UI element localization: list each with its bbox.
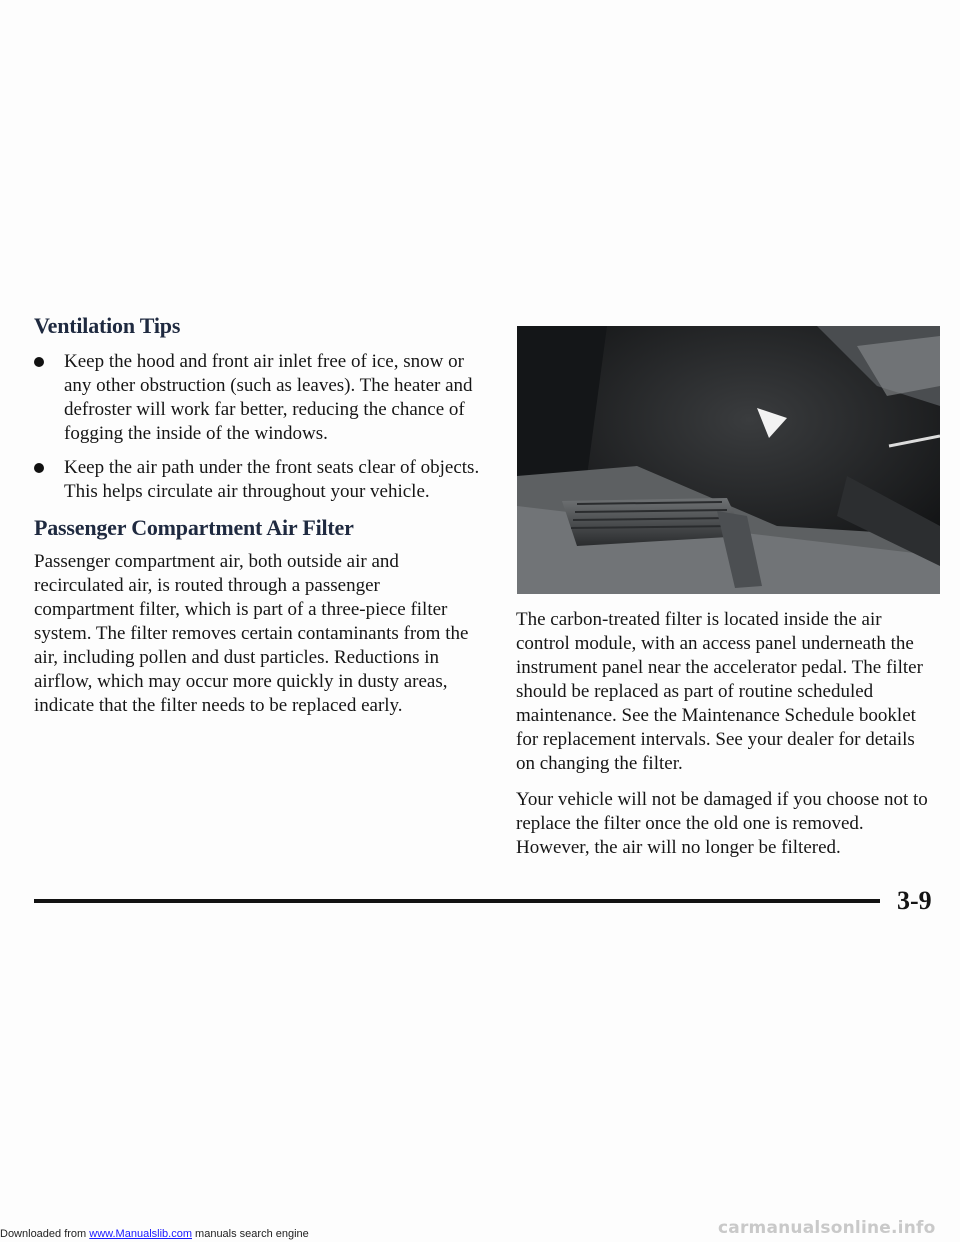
ventilation-tips-list [34, 350, 484, 504]
photo-illustration [517, 326, 940, 594]
filter-removal-paragraph: Your vehicle will not be damaged if you choose not to replace the filter once the old one is removed. However, the air will no longer be filtered. [516, 789, 928, 858]
bullet-icon [34, 463, 44, 473]
watermark-text: carmanualsonline.info [718, 1218, 936, 1238]
ventilation-tips-heading: Ventilation Tips [34, 313, 181, 338]
manualslib-link[interactable]: www.Manualslib.com [89, 1228, 192, 1240]
filter-location-paragraph: The carbon-treated filter is located inside the air control module, with an access panel underneath the instrument panel near the accelerator pedal. The filter should be replaced as part of routine scheduled maintenance. See the Maintenance Schedule booklet for replacement intervals. See your dealer for details on changing the filter. [516, 609, 923, 774]
footer-rule [34, 899, 880, 903]
right-column [516, 608, 936, 872]
download-footer [0, 1218, 960, 1240]
accelerator-pedal-photo [517, 326, 940, 594]
left-column [34, 312, 484, 718]
bullet-icon [34, 357, 44, 367]
air-filter-paragraph: Passenger compartment air, both outside air and recirculated air, is routed through a passenger compartment filter, which is part of a three-piece filter system. The filter removes certain contaminants from the air, including pollen and dust particles. Reductions in airflow, which may occur more quickly in dusty areas, indicate that the filter needs to be replaced early. [34, 551, 469, 716]
bullet-text: Keep the hood and front air inlet free of ice, snow or any other obstruction (such as leaves). The heater and defroster will work far better, reducing the chance of fogging the inside of the windows. [64, 351, 473, 444]
list-item [34, 456, 484, 504]
air-filter-heading: Passenger Compartment Air Filter [34, 515, 354, 540]
bullet-text: Keep the air path under the front seats clear of objects. This helps circulate air throughout your vehicle. [64, 457, 480, 502]
footer-prefix: Downloaded from [0, 1228, 90, 1240]
list-item [34, 350, 484, 446]
footer-suffix: manuals search engine [191, 1228, 309, 1240]
page-number: 3-9 [897, 886, 932, 915]
